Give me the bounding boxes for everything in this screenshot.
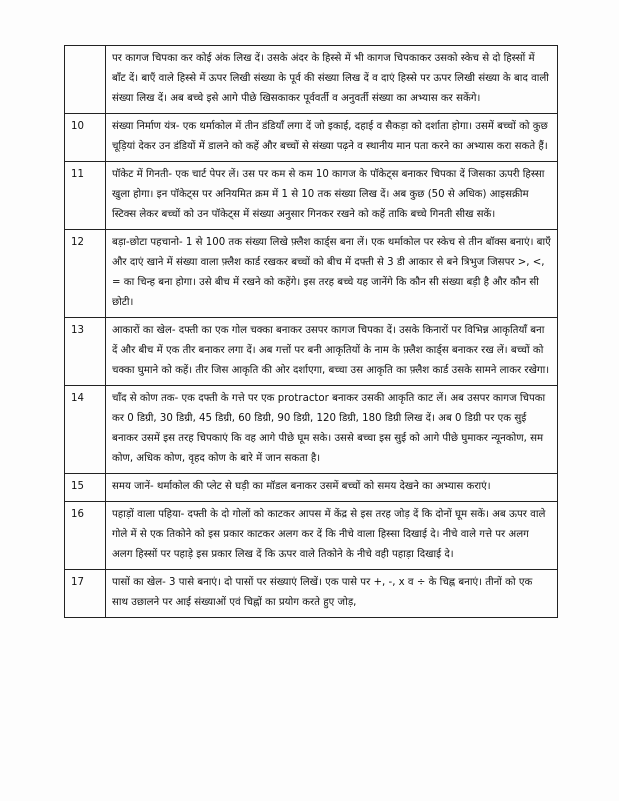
activities-table: [64, 45, 558, 618]
table-row: [65, 474, 558, 502]
activity-description: पहाड़ों वाला पहिया- दफ्ती के दो गोलों को काटकर आपस में केंद्र से इस तरह जोड़ दें कि दोनों घूम सकें। अब ऊपर वाले गोले में से एक तिकोने को इस प्रकार काटकर अलग कर दें कि नीचे वाला हिस्सा दिखाई दे। नीचे वाले गत्ते पर अलग अलग हिस्सों पर पहाड़े इस प्रकार लिख दें कि ऊपर वाले तिकोने के नीचे वही पहाड़ा दिखाई दे।: [106, 502, 558, 570]
activity-description: चाँद से कोण तक- एक दफ्ती के गत्ते पर एक protractor बनाकर उसकी आकृति काट लें। अब उसपर कागज चिपका कर 0 डिग्री, 30 डिग्री, 45 डिग्री, 60 डिग्री, 90 डिग्री, 120 डिग्री, 180 डिग्री लिख दें। अब 0 डिग्री पर एक सुई बनाकर उसमें इस तरह चिपकाएं कि वह आगे पीछे घूम सके। उससे बच्चा इस सुई को आगे पीछे घुमाकर न्यूनकोण, सम कोण, अधिक कोण, वृहद कोण के बारे में जान सकता है।: [106, 386, 558, 474]
row-number: 17: [65, 570, 106, 618]
activity-description: पर कागज चिपका कर कोई अंक लिख दें। उसके अंदर के हिस्से में भी कागज चिपकाकर उसको स्केच से दो हिस्सों में बाँट दें। बाएँ वाले हिस्से में ऊपर लिखी संख्या के पूर्व की संख्या लिख दें व दाएं हिस्से पर ऊपर लिखी संख्या के बाद वाली संख्या लिख दें। अब बच्चे इसे आगे पीछे खिसकाकर पूर्ववर्ती व अनुवर्ती संख्या का अभ्यास कर सकेंगे।: [106, 46, 558, 114]
row-number: 14: [65, 386, 106, 474]
row-number: 13: [65, 318, 106, 386]
table-row: [65, 386, 558, 474]
table-row: [65, 570, 558, 618]
activity-description: बड़ा-छोटा पहचानो- 1 से 100 तक संख्या लिखे फ़्लैश कार्ड्स बना लें। एक थर्माकोल पर स्केच से तीन बॉक्स बनाएं। बाएँ और दाएं खाने में संख्या वाला फ़्लैश कार्ड रखकर बच्चों को बीच में दफ्ती से 3 डी आकार से बने त्रिभुज जिसपर >, <, = का चिन्ह बना होगा। उसे बीच में रखने को कहेंगे। इस तरह बच्चे यह जानेंगे कि कौन सी संख्या बड़ी है और कौन सी छोटी।: [106, 230, 558, 318]
row-number: 11: [65, 162, 106, 230]
activity-description: पॉकेट में गिनती- एक चार्ट पेपर लें। उस पर कम से कम 10 कागज के पॉकेट्स बनाकर चिपका दें जिसका ऊपरी हिस्सा खुला होगा। इन पॉकेट्स पर अनियमित क्रम में 1 से 10 तक संख्या लिख दें। अब कुछ (50 से अधिक) आइसक्रीम स्टिक्स लेकर बच्चों को उन पॉकेट्स में संख्या अनुसार गिनकर रखने को कहें ताकि बच्चे गिनती सीख सकें।: [106, 162, 558, 230]
table-row: [65, 230, 558, 318]
activity-description: पासों का खेल- 3 पासे बनाएं। दो पासों पर संख्याएं लिखें। एक पासे पर +, -, x व ÷ के चिह्न बनाएं। तीनों को एक साथ उछालने पर आई संख्याओं एवं चिह्नों का प्रयोग करते हुए जोड़,: [106, 570, 558, 618]
row-number: 16: [65, 502, 106, 570]
table-row: [65, 318, 558, 386]
activity-description: समय जानें- थर्माकोल की प्लेट से घड़ी का मॉडल बनाकर उसमें बच्चों को समय देखने का अभ्यास कराएं।: [106, 474, 558, 502]
table-row: [65, 162, 558, 230]
activity-description: आकारों का खेल- दफ्ती का एक गोल चक्का बनाकर उसपर कागज चिपका दें। उसके किनारों पर विभिन्न आकृतियाँ बना दें और बीच में एक तीर बनाकर लगा दें। अब गत्तों पर बनी आकृतियों के नाम के फ़्लैश कार्ड्स बनाकर रख लें। बच्चों को चक्का घुमाने को कहें। तीर जिस आकृति की ओर दर्शाएगा, बच्चा उस आकृति का फ़्लैश कार्ड उसके सामने लाकर रखेगा।: [106, 318, 558, 386]
table-row: [65, 114, 558, 162]
row-number: [65, 46, 106, 114]
table-row: [65, 46, 558, 114]
table-row: [65, 502, 558, 570]
row-number: 12: [65, 230, 106, 318]
row-number: 10: [65, 114, 106, 162]
row-number: 15: [65, 474, 106, 502]
activity-description: संख्या निर्माण यंत्र- एक थर्माकोल में तीन डंडियाँ लगा दें जो इकाई, दहाई व सैकड़ा को दर्शाता होगा। उसमें बच्चों को कुछ चूड़ियां देकर उन डंडियों में डालने को कहें और बच्चों से संख्या पढ़ने व स्थानीय मान पता करने का अभ्यास करा सकते हैं।: [106, 114, 558, 162]
